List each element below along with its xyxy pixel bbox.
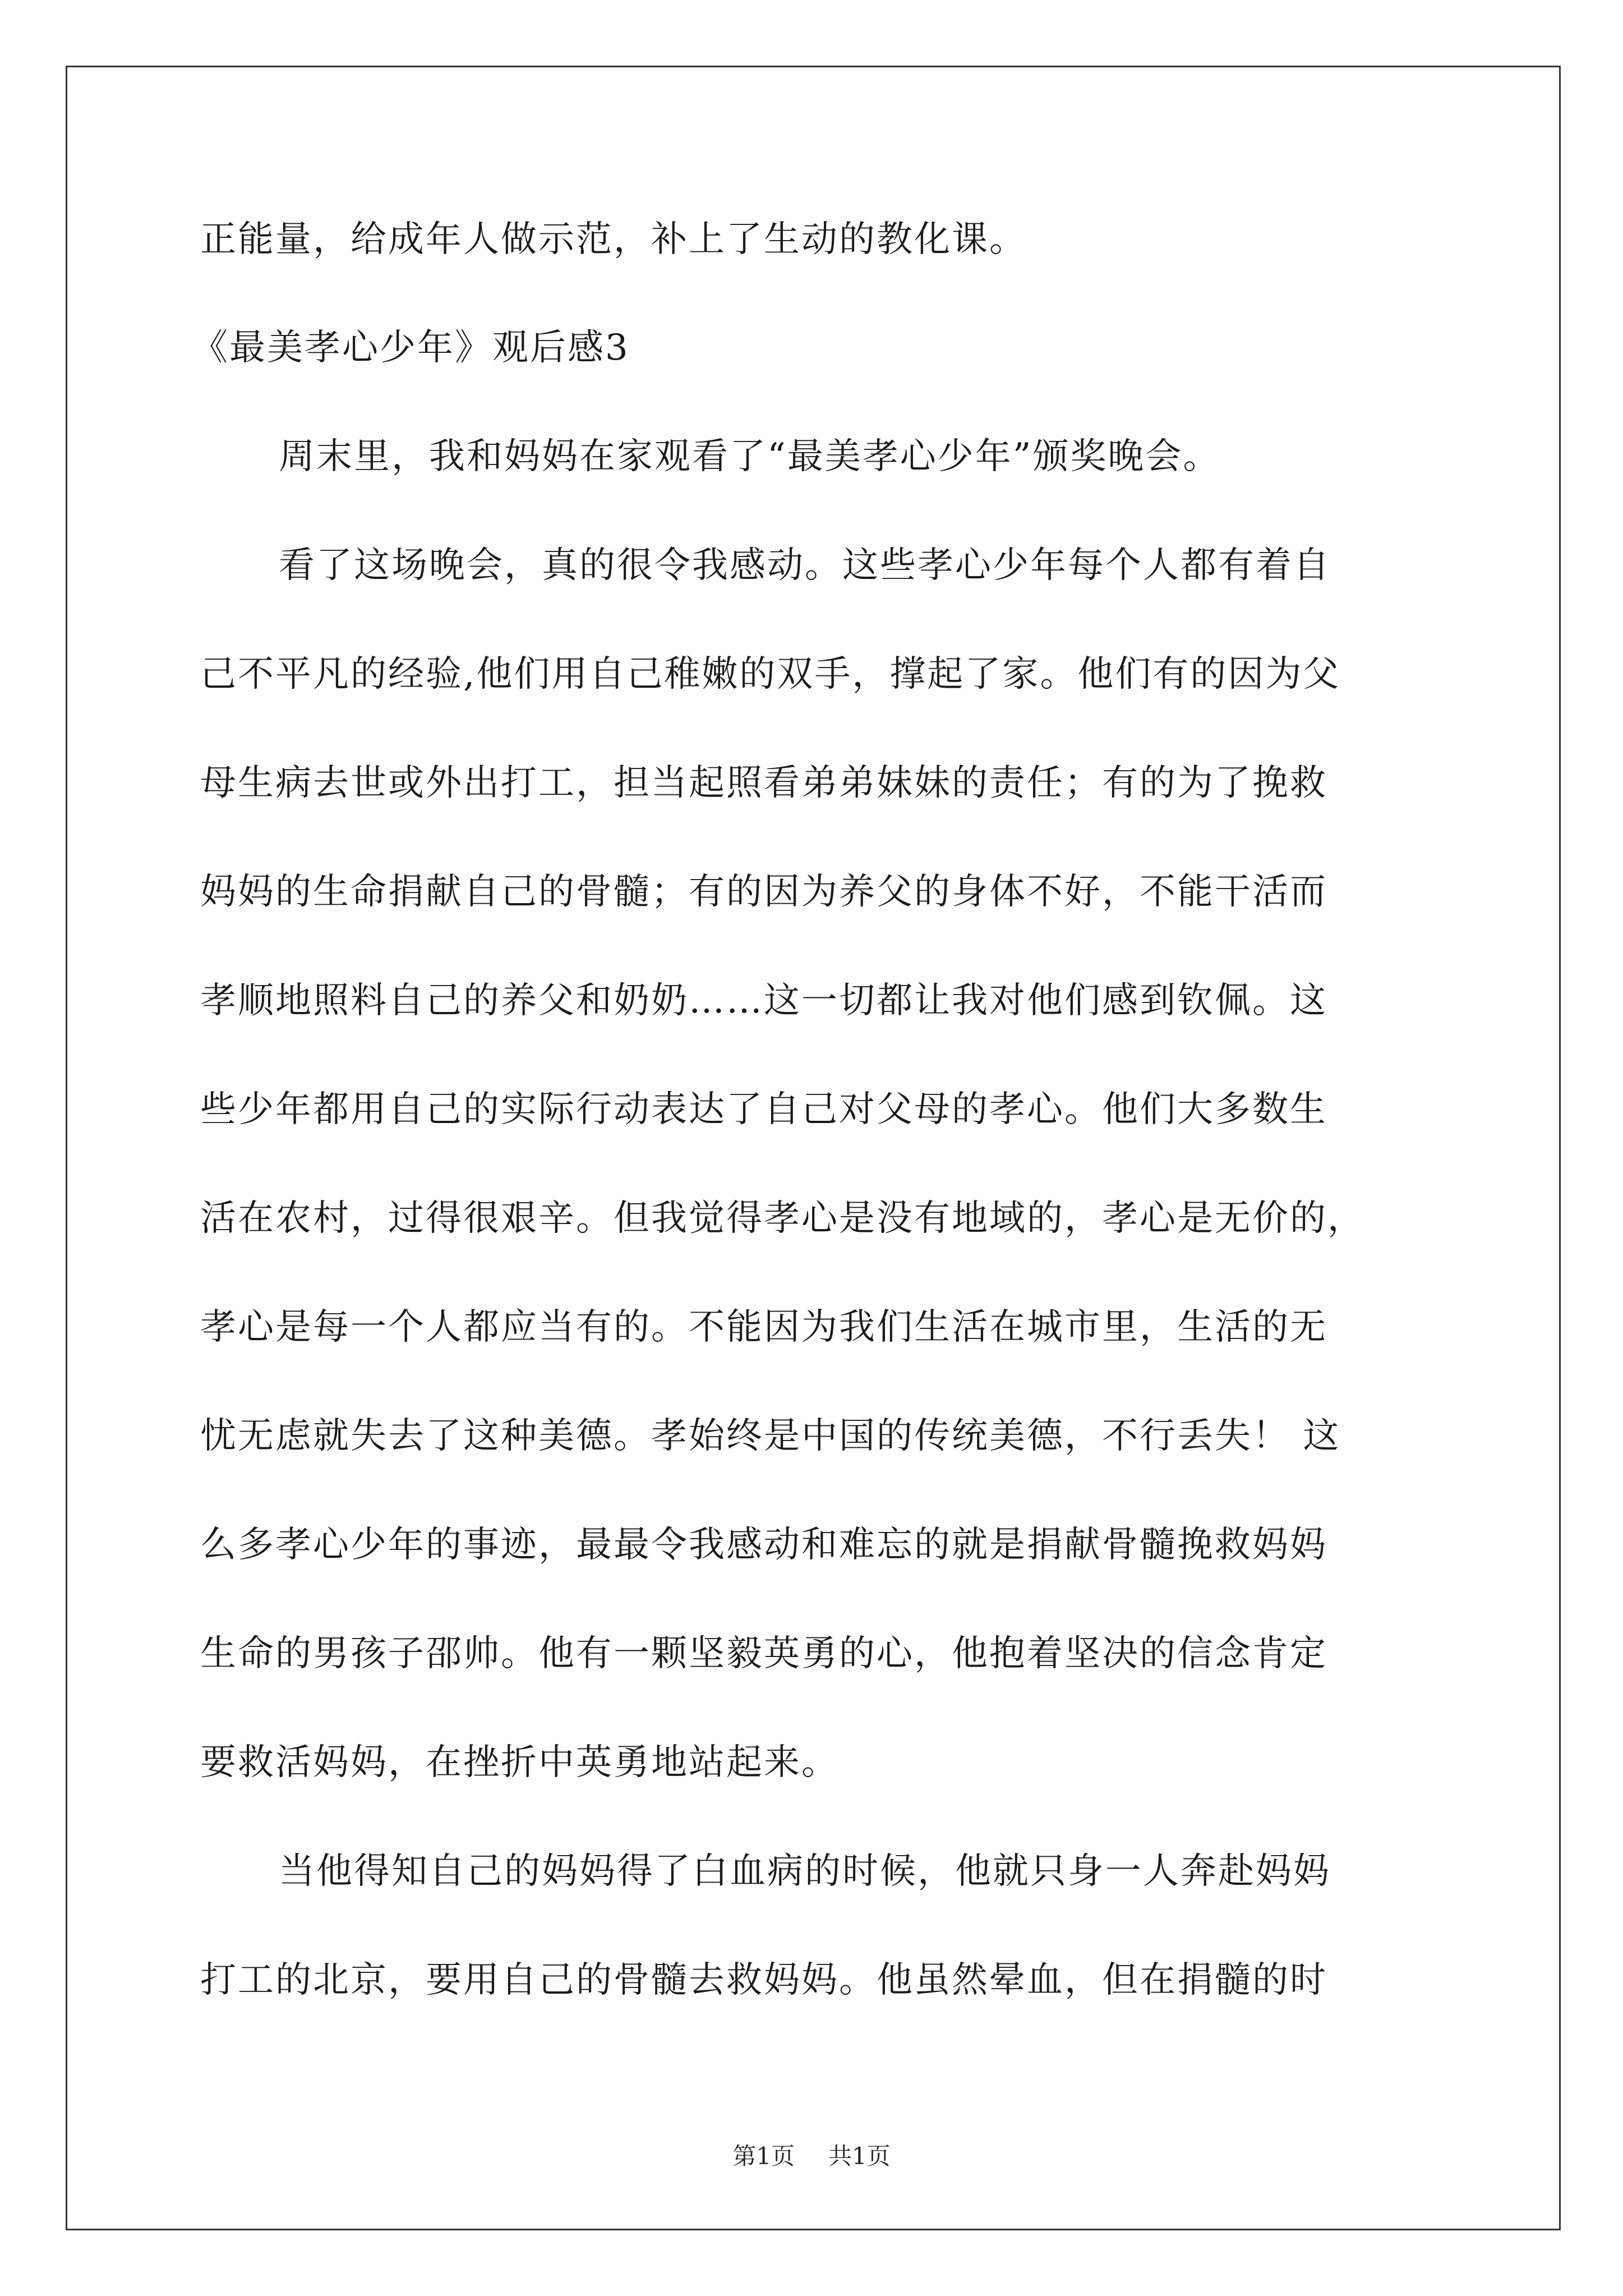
text-line: 正能量，给成年人做示范，补上了生动的教化课。 (200, 219, 1027, 260)
text-line: 孝心是每一个人都应当有的。不能因为我们生活在城市里，生活的无 (200, 1306, 1327, 1348)
page-number: 第1页 (732, 2142, 795, 2170)
text-line: 要救活妈妈，在挫折中英勇地站起来。 (200, 1742, 839, 1783)
text-line: 母生病去世或外出打工，担当起照看弟弟妹妹的责任；有的为了挽救 (200, 762, 1327, 804)
paragraph-first-line: 周末里，我和妈妈在家观看了“最美孝心少年”颁奖晚会。 (279, 436, 1221, 477)
text-line: 些少年都用自己的实际行动表达了自己对父母的孝心。他们大多数生 (200, 1089, 1327, 1130)
text-line: 妈妈的生命捐献自己的骨髓；有的因为养父的身体不好，不能干活而 (200, 871, 1327, 913)
paragraph-first-line: 当他得知自己的妈妈得了白血病的时候，他就只身一人奔赴妈妈 (279, 1851, 1331, 1892)
text-line: 孝顺地照料自己的养父和奶奶……这一切都让我对他们感到钦佩。这 (200, 980, 1327, 1022)
text-line: 么多孝心少年的事迹，最最令我感动和难忘的就是捐献骨髓挽救妈妈 (200, 1524, 1327, 1566)
document-body (192, 219, 1456, 2001)
text-line: 活在农村，过得很艰辛。但我觉得孝心是没有地域的，孝心是无价的， (200, 1198, 1365, 1239)
page-total: 共1页 (828, 2142, 891, 2170)
text-line: 己不平凡的经验,他们用自己稚嫩的双手，撑起了家。他们有的因为父 (200, 654, 1341, 695)
text-line: 生命的男孩子邵帅。他有一颗坚毅英勇的心，他抱着坚决的信念肯定 (200, 1633, 1327, 1674)
paragraph-first-line: 看了这场晚会，真的很令我感动。这些孝心少年每个人都有着自 (279, 545, 1331, 586)
text-line: 打工的北京，要用自己的骨髓去救妈妈。他虽然晕血，但在捐髓的时 (200, 1959, 1327, 2001)
text-line: 忧无虑就失去了这种美德。孝始终是中国的传统美德，不行丢失！ 这 (200, 1415, 1341, 1457)
page-footer (0, 2142, 1623, 2170)
section-heading: 《最美孝心少年》观后感3 (192, 327, 630, 369)
